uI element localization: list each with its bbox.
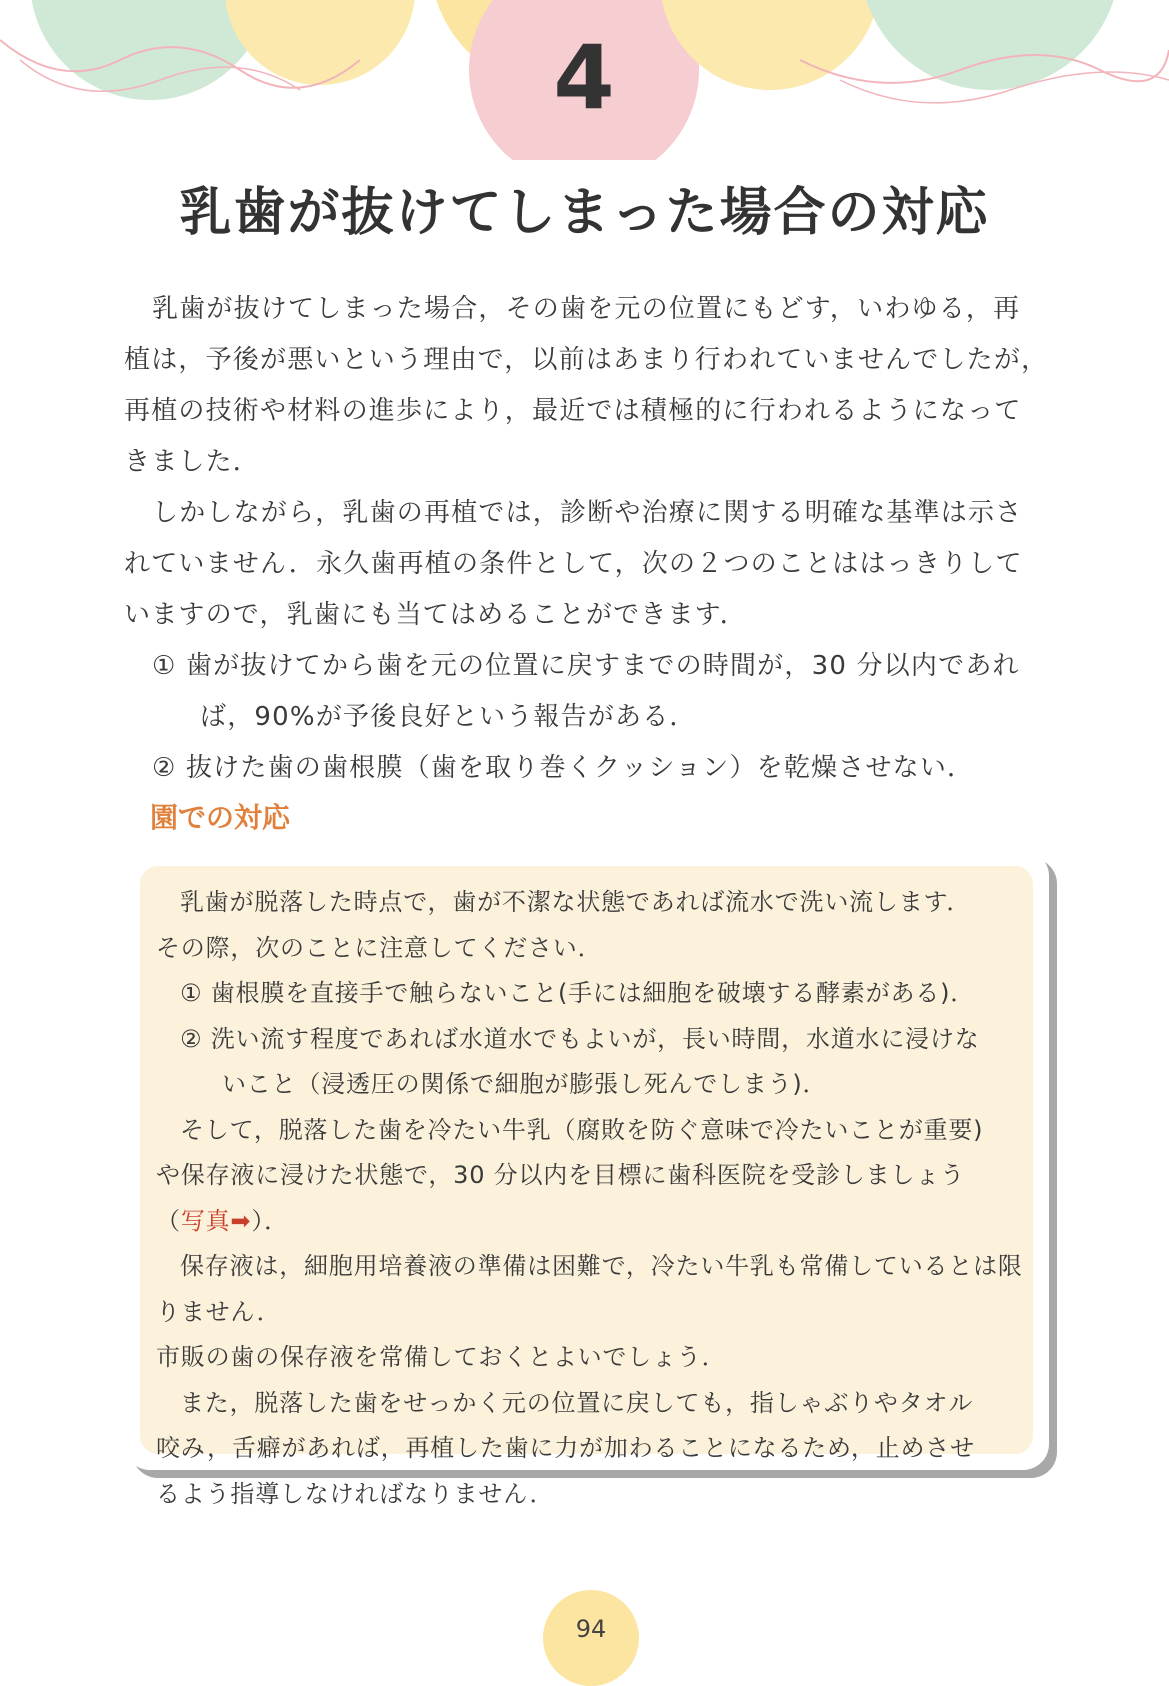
paragraph-line: しかしながら，乳歯の再植では，診断や治療に関する明確な基準は示さ <box>152 498 1023 528</box>
list-item-line: ② 洗い流す程度であれば水道水でもよいが，長い時間，水道水に浸けな <box>180 1024 980 1053</box>
list-item-line: ① 歯が抜けてから歯を元の位置に戻すまでの時間が，30 分以内であれ <box>152 651 1020 681</box>
callout-text <box>156 880 1026 1517</box>
paragraph-line: また，脱落した歯をせっかく元の位置に戻しても，指しゃぶりやタオル <box>180 1388 974 1417</box>
paragraph-line <box>156 1199 1026 1245</box>
page-title: 乳歯が抜けてしまった場合の対応 <box>179 183 990 243</box>
paragraph-line: 市販の歯の保存液を常備しておくとよいでしょう． <box>156 1343 727 1371</box>
deco-circle-yellow <box>225 0 415 85</box>
list-item-line: ① 歯根膜を直接手で触らないこと(手には細胞を破壊する酵素がある)． <box>180 979 976 1007</box>
paren-close: ）． <box>251 1206 289 1235</box>
paragraph-line: 乳歯が脱落した時点で，歯が不潔な状態であれば流水で洗い流します． <box>180 888 972 916</box>
deco-circle-green <box>860 0 1120 90</box>
paren-open: （ <box>156 1206 181 1235</box>
paragraph-line: その際，次のことに注意してください． <box>156 933 603 962</box>
paragraph-line: れていません．永久歯再植の条件として，次の２つのことははっきりして <box>124 549 1023 579</box>
paragraph-line: きました． <box>124 447 261 477</box>
list-item-line: ば，90%が予後良好という報告がある． <box>200 702 697 732</box>
paragraph-line: 咬み，舌癖があれば，再植した歯に力が加わることになるため，止めさせ <box>156 1434 975 1462</box>
list-item-line: いこと（浸透圧の関係で細胞が膨張し死んでしまう)． <box>222 1070 828 1098</box>
paragraph-line: るよう指導しなければなりません． <box>156 1479 555 1508</box>
paragraph-line: や保存液に浸けた状態で，30 分以内を目標に歯科医院を受診しましょう <box>156 1161 965 1189</box>
photo-reference-link[interactable]: 写真➡ <box>180 1206 252 1235</box>
paragraph-line: 再植の技術や材料の進歩により，最近では積極的に行われるようになって <box>124 396 1022 426</box>
intro-text <box>124 284 1054 794</box>
page-number: 94 <box>575 1615 607 1643</box>
paragraph-line: いますので，乳歯にも当てはめることができます． <box>124 600 748 630</box>
list-item-line: ② 抜けた歯の歯根膜（歯を取り巻くクッション）を乾燥させない． <box>152 753 975 783</box>
paragraph-line: 保存液は，細胞用培養液の準備は困難で，冷たい牛乳も常備しているとは限りません． <box>156 1252 1023 1326</box>
paragraph-line: 乳歯が抜けてしまった場合，その歯を元の位置にもどす，いわゆる，再 <box>152 294 1021 324</box>
section-heading: 園での対応 <box>150 801 291 834</box>
paragraph-line: 植は，予後が悪いという理由で，以前はあまり行われていませんでしたが， <box>124 345 1049 375</box>
chapter-number: 4 <box>553 26 615 129</box>
paragraph-line: そして，脱落した歯を冷たい牛乳（腐敗を防ぐ意味で冷たいことが重要) <box>180 1115 984 1144</box>
